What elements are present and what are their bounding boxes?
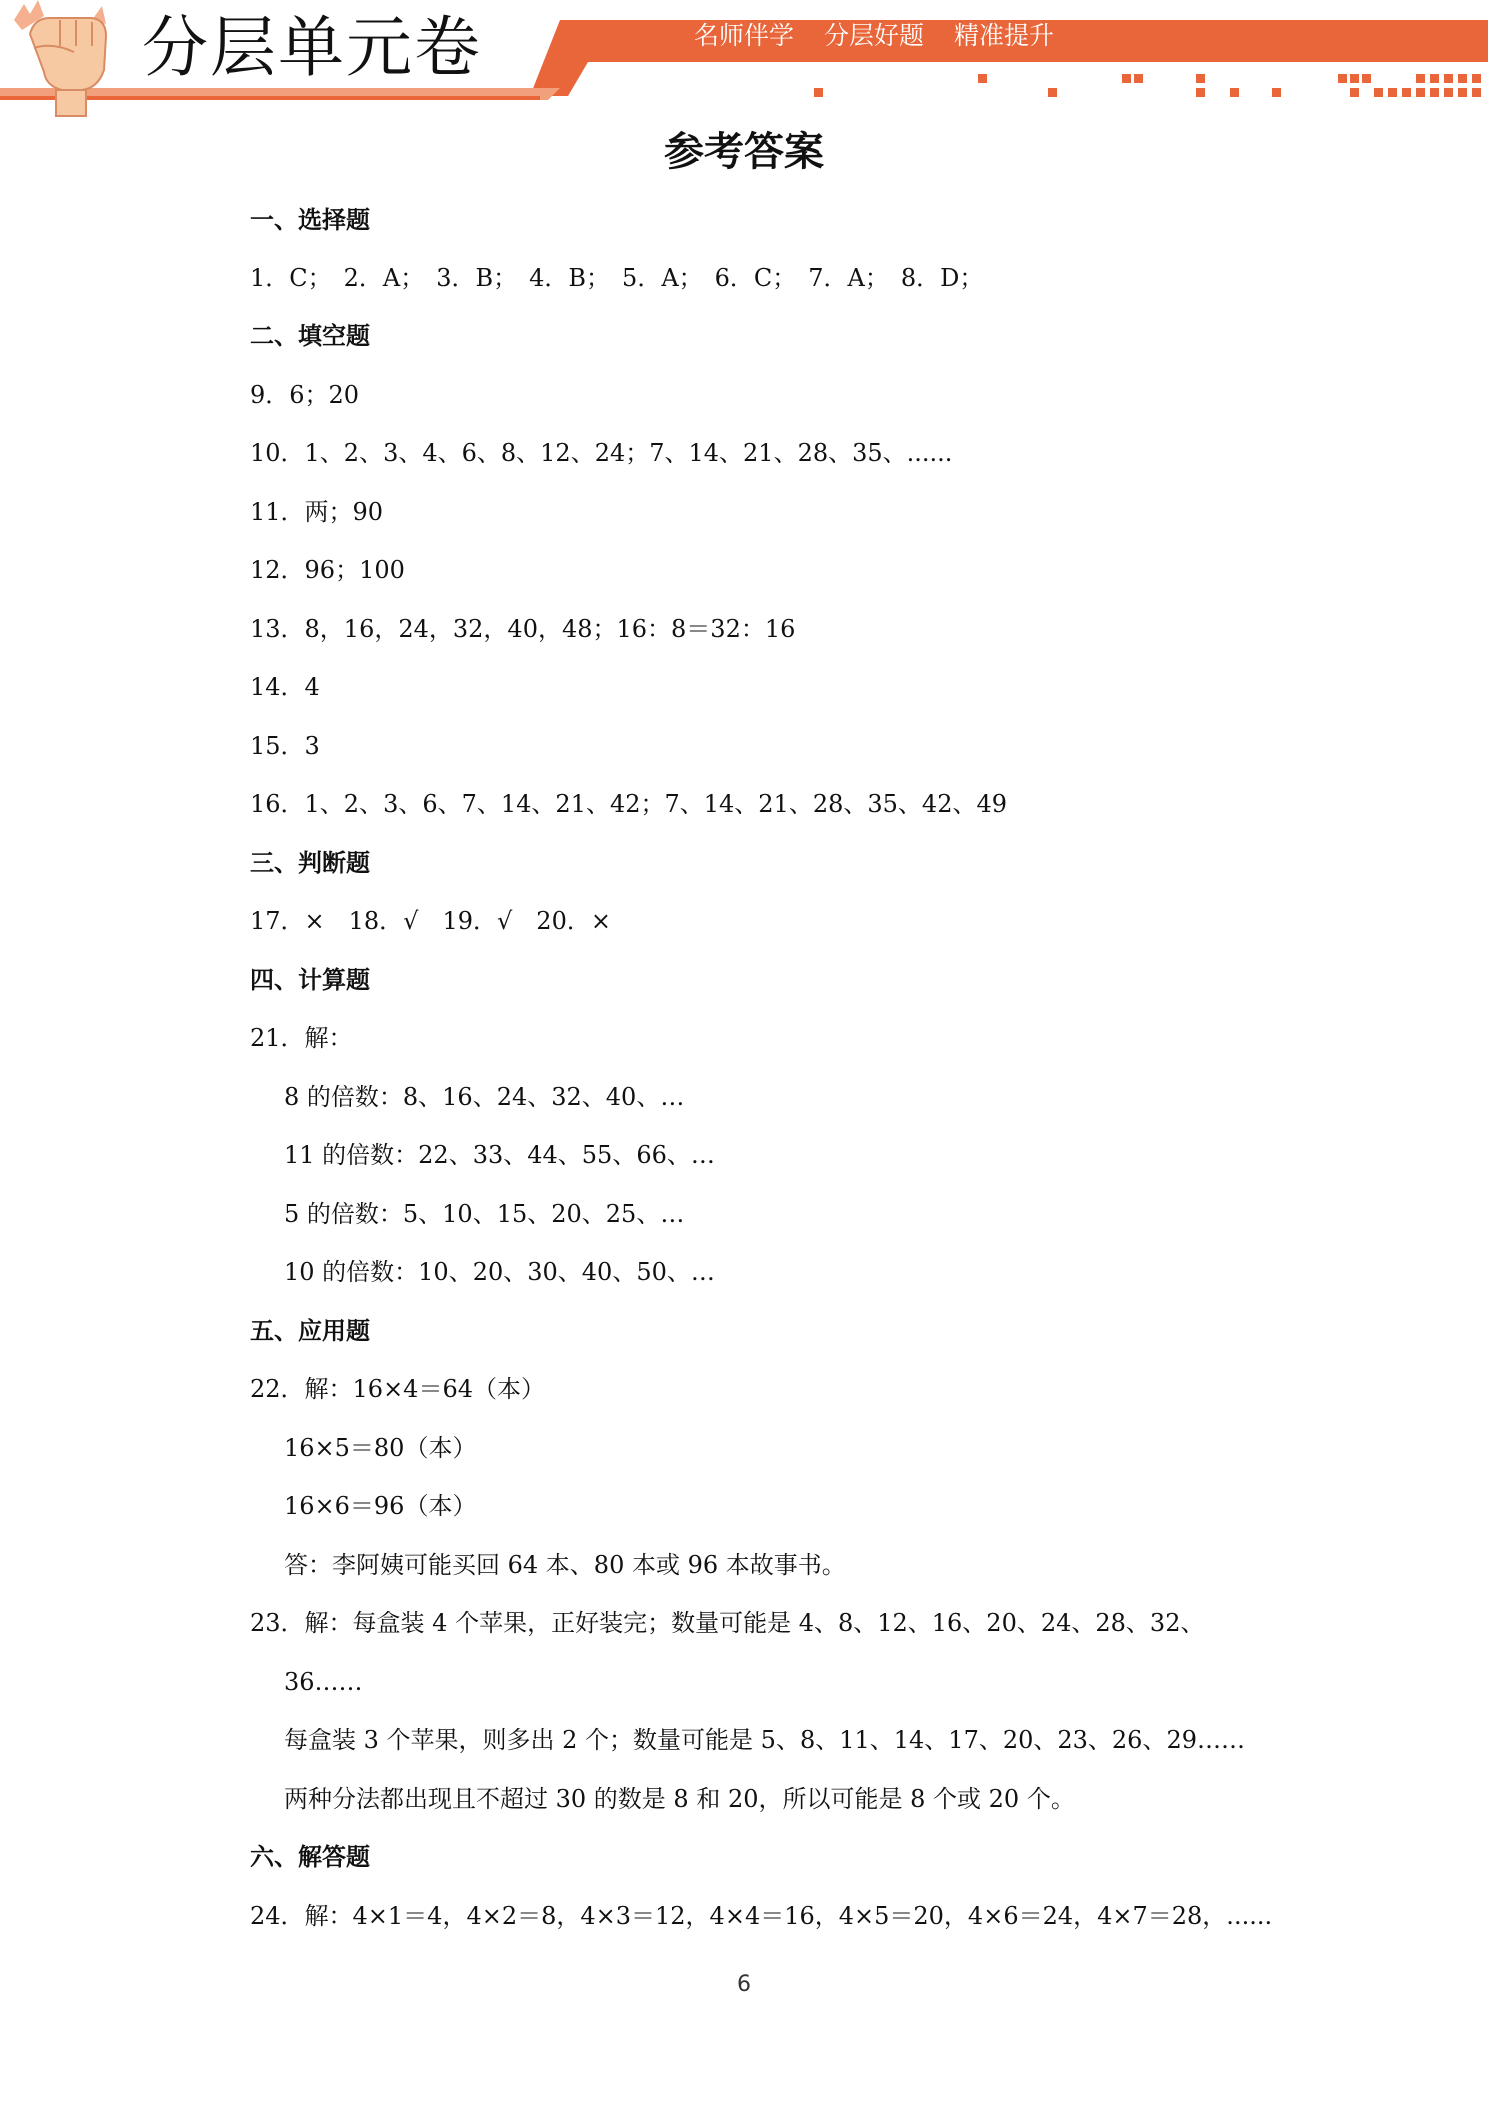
answer-line: 11．两；90 bbox=[250, 498, 384, 526]
answer-line: 答：李阿姨可能买回 64 本、80 本或 96 本故事书。 bbox=[284, 1551, 846, 1579]
answer-line: 1．C； 2．A； 3．B； 4．B； 5．A； 6．C； 7．A； 8．D； bbox=[250, 264, 984, 292]
answer-line: 两种分法都出现且不超过 30 的数是 8 和 20，所以可能是 8 个或 20 个。 bbox=[284, 1785, 1075, 1813]
answer-line: 每盒装 3 个苹果，则多出 2 个；数量可能是 5、8、11、14、17、20、23、26、29…… bbox=[284, 1726, 1245, 1754]
answer-line: 13．8，16，24，32，40，48；16：8＝32：16 bbox=[250, 615, 796, 643]
page-title: 参考答案 bbox=[664, 128, 824, 175]
answer-line: 10 的倍数：10、20、30、40、50、… bbox=[284, 1258, 715, 1286]
section-heading: 三、判断题 bbox=[250, 849, 370, 877]
slogan bbox=[694, 20, 1076, 52]
section-heading: 四、计算题 bbox=[250, 966, 370, 994]
answer-line: 11 的倍数：22、33、44、55、66、… bbox=[284, 1141, 715, 1169]
brand-title: 分层单元卷 bbox=[142, 9, 482, 86]
answer-line: 16．1、2、3、6、7、14、21、42；7、14、21、28、35、42、49 bbox=[250, 790, 1008, 818]
answer-line: 16×5＝80（本） bbox=[284, 1434, 477, 1462]
section-heading: 二、填空题 bbox=[250, 322, 370, 350]
answer-line: 12．96；100 bbox=[250, 556, 405, 584]
answer-line: 14．4 bbox=[250, 673, 320, 701]
slogan-item: 分层好题 bbox=[823, 21, 924, 50]
answer-line: 17．× 18．√ 19．√ 20．× bbox=[250, 907, 611, 935]
answer-line: 8 的倍数：8、16、24、32、40、… bbox=[284, 1083, 685, 1111]
answer-line: 9．6；20 bbox=[250, 381, 360, 409]
answer-line: 5 的倍数：5、10、15、20、25、… bbox=[284, 1200, 685, 1228]
slogan-item: 精准提升 bbox=[953, 21, 1054, 50]
answer-line: 21．解： bbox=[250, 1024, 353, 1052]
section-heading: 五、应用题 bbox=[250, 1317, 370, 1345]
section-heading: 六、解答题 bbox=[250, 1843, 370, 1871]
page-number: 6 bbox=[737, 1972, 751, 1997]
answer-line: 16×6＝96（本） bbox=[284, 1492, 477, 1520]
answer-line: 24．解：4×1＝4，4×2＝8，4×3＝12，4×4＝16，4×5＝20，4×6＝24，4×7＝28，...... bbox=[250, 1902, 1273, 1930]
answer-line: 36…… bbox=[284, 1668, 363, 1696]
section-heading: 一、选择题 bbox=[250, 206, 370, 234]
slogan-item: 名师伴学 bbox=[694, 21, 795, 50]
answer-line: 22．解：16×4＝64（本） bbox=[250, 1375, 545, 1403]
answer-line: 23．解：每盒装 4 个苹果，正好装完；数量可能是 4、8、12、16、20、24、28、32、 bbox=[250, 1609, 1205, 1637]
answer-line: 10．1、2、3、4、6、8、12、24；7、14、21、28、35、...... bbox=[250, 439, 953, 467]
answer-line: 15．3 bbox=[250, 732, 320, 760]
page-header bbox=[0, 0, 1488, 120]
